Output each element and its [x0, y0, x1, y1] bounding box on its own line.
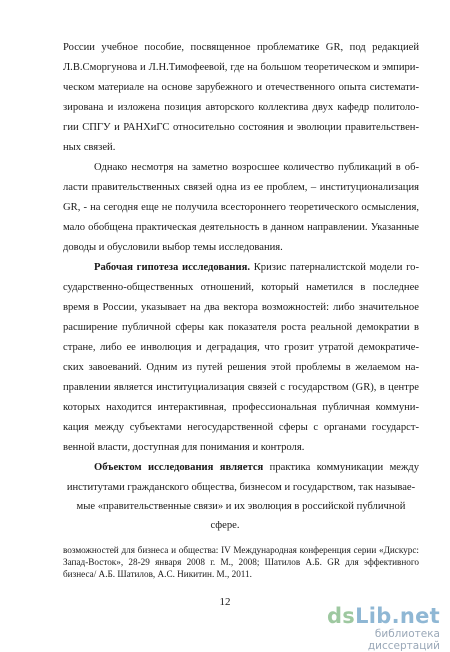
- body-text-line: Л.В.Сморгунова и Л.Н.Тимофеевой, где на большом теоретическом и эмпири-: [63, 62, 419, 73]
- body-text-span: практика коммуникации между: [269, 462, 419, 473]
- body-text-line: ских завоеваний. Одним из путей решения этой проблемы в желаемом на-: [63, 362, 419, 373]
- hypothesis-heading: Рабочая гипотеза исследования.: [94, 262, 251, 273]
- body-text-line: ных связей.: [63, 142, 116, 153]
- watermark: [300, 604, 440, 652]
- footnote-line: возможностей для бизнеса и общества: IV Международная конференция серии «Дискурс:: [63, 545, 419, 555]
- page-number: 12: [219, 596, 231, 608]
- body-text-line: ческом материале на основе зарубежного и отечественного опыта системати-: [63, 82, 419, 93]
- body-text-line: доводы и обусловили выбор темы исследования.: [63, 242, 283, 253]
- body-text-line: расширение публичной сферы как показателя роста реальной демократии в: [63, 322, 419, 333]
- body-text-line: Однако несмотря на заметно возросшее количество публикаций в об-: [94, 162, 419, 173]
- watermark-logo: dsLib.net: [326, 604, 440, 628]
- body-text-line: институтами гражданского общества, бизнесом и государством, так называе-: [66, 482, 416, 493]
- body-text-line: мые «правительственные связи» и их эволюция в российской публичной: [76, 501, 406, 512]
- footnote-line: бизнеса/ А.Б. Шатилов, А.С. Никитин. М., 2011.: [63, 569, 252, 579]
- watermark-subtitle: библиотека диссертаций: [367, 628, 440, 652]
- body-text-line: время в России, указывает на два вектора возможностей: либо значительное: [63, 302, 419, 313]
- body-text-line: стране, либо ее инволюция и деградация, что грозит утратой демократиче-: [63, 342, 419, 353]
- body-text-line: которых находится интерактивная, профессиональная публичная коммуни-: [63, 402, 419, 413]
- object-heading: Объектом исследования является: [94, 462, 264, 473]
- body-text-line: зирована и изложена позиция авторского коллектива двух кафедр политоло-: [63, 102, 419, 113]
- body-text-line: венной власти, доступная для понимания и контроля.: [63, 442, 305, 453]
- body-text-span: Кризис патерналистской модели го-: [253, 262, 419, 273]
- body-text-line: ласти правительственных связей одна из ее проблем, – институционализация: [63, 182, 419, 193]
- footnote-line: Запад-Восток», 28-29 января 2008 г. М., 2008; Шатилов А.Б. GR для эффективного: [63, 557, 419, 567]
- object-line: [94, 461, 419, 475]
- body-text-line: гии СПГУ и РАНХиГС относительно состояния и эволюции правительствен-: [63, 122, 419, 133]
- body-text-line: GR, - на сегодня еще не получила всестороннего теоретического осмысления,: [63, 202, 419, 213]
- hypothesis-line: [94, 261, 419, 275]
- body-text-line: сударственно-общественных отношений, который наметился в последнее: [63, 282, 419, 293]
- body-text-line: мало обобщена практическая деятельность в данном направлении. Указанные: [63, 222, 419, 233]
- body-text-line: России учебное пособие, посвященное проблематике GR, под редакцией: [63, 42, 419, 53]
- body-text-line: кация между субъектами негосударственной сферы с органами государст-: [63, 422, 419, 433]
- body-text-line: правлении является институциализация связей с государством (GR), в центре: [63, 382, 419, 393]
- body-text-line: сфере.: [210, 520, 240, 531]
